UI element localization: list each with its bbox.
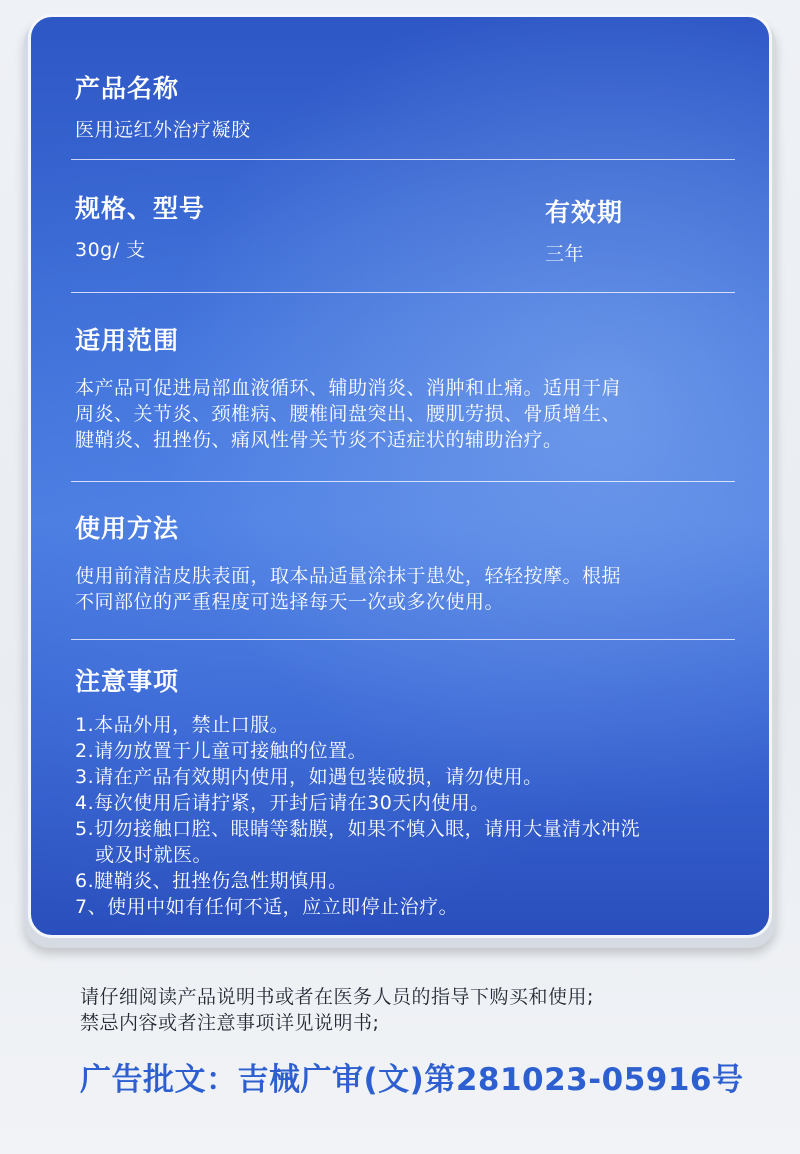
product-name-value: 医用远红外治疗凝胶 xyxy=(75,119,251,141)
notes-heading: 注意事项 xyxy=(75,667,180,696)
scope-line: 本产品可促进局部血液循环、辅助消炎、消肿和止痛。适用于肩 xyxy=(75,377,622,399)
list-item: 7、使用中如有任何不适，应立即停止治疗。 xyxy=(75,896,459,918)
usage-section xyxy=(75,509,735,615)
info-card xyxy=(28,14,772,938)
product-name-section xyxy=(75,69,735,143)
notes-section xyxy=(75,662,735,920)
usage-text xyxy=(75,563,735,615)
footer-notice-1: 请仔细阅读产品说明书或者在医务人员的指导下购买和使用; xyxy=(80,986,594,1008)
list-item: 6.腱鞘炎、扭挫伤急性期慎用。 xyxy=(75,870,348,892)
spec-value: 30g/ 支 xyxy=(75,239,146,261)
validity-value: 三年 xyxy=(545,243,585,265)
list-item: 4.每次使用后请拧紧，开封后请在30天内使用。 xyxy=(75,792,490,814)
divider xyxy=(71,481,735,482)
divider xyxy=(71,639,735,640)
footer-notice-2: 禁忌内容或者注意事项详见说明书; xyxy=(80,1012,380,1034)
spec-section xyxy=(75,189,495,263)
list-item: 3.请在产品有效期内使用，如遇包装破损，请勿使用。 xyxy=(75,766,543,788)
scope-text xyxy=(75,375,735,453)
scope-line: 腱鞘炎、扭挫伤、痛风性骨关节炎不适症状的辅助治疗。 xyxy=(75,429,563,451)
list-item: 或及时就医。 xyxy=(95,844,213,866)
validity-heading: 有效期 xyxy=(545,198,624,227)
scope-line: 周炎、关节炎、颈椎病、腰椎间盘突出、腰肌劳损、骨质增生、 xyxy=(75,403,622,425)
notes-list xyxy=(75,712,735,920)
usage-heading: 使用方法 xyxy=(75,514,180,543)
list-item: 1.本品外用，禁止口服。 xyxy=(75,714,290,736)
scope-section xyxy=(75,321,735,453)
list-item: 2.请勿放置于儿童可接触的位置。 xyxy=(75,740,368,762)
product-name-heading: 产品名称 xyxy=(75,74,180,103)
validity-section xyxy=(545,193,735,267)
usage-line: 不同部位的严重程度可选择每天一次或多次使用。 xyxy=(75,591,505,613)
spec-heading: 规格、型号 xyxy=(75,194,206,223)
list-item: 5.切勿接触口腔、眼睛等黏膜，如果不慎入眼，请用大量清水冲洗 xyxy=(75,818,641,840)
scope-heading: 适用范围 xyxy=(75,326,180,355)
ad-approval-number: 广告批文：吉械广审(文)第281023-05916号 xyxy=(80,1062,744,1098)
divider xyxy=(71,159,735,160)
usage-line: 使用前清洁皮肤表面，取本品适量涂抹于患处，轻轻按摩。根据 xyxy=(75,565,622,587)
divider xyxy=(71,292,735,293)
